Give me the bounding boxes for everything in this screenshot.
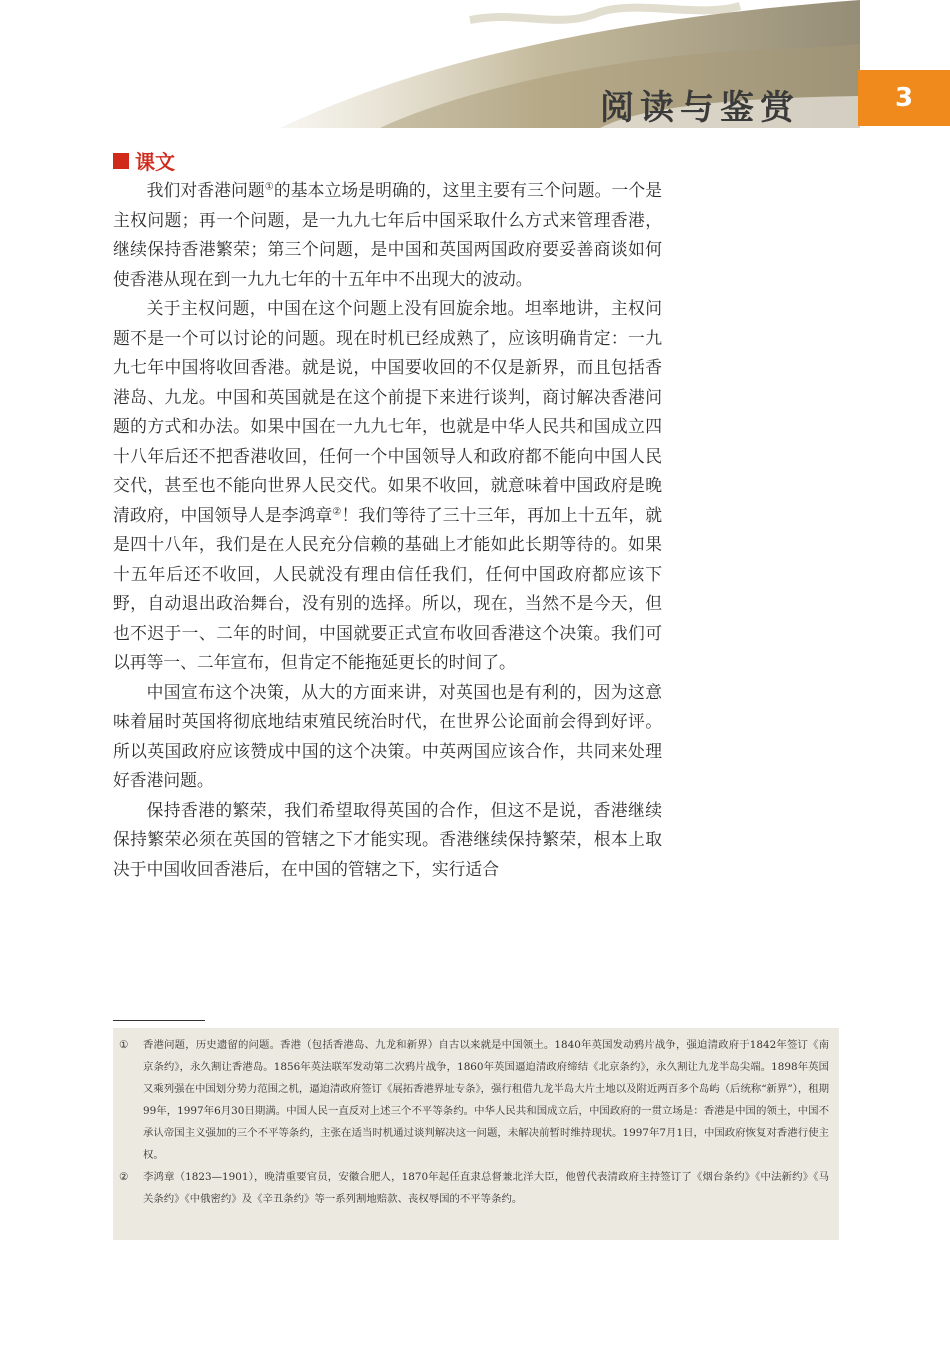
article-body xyxy=(113,176,662,884)
paragraph-text: 保持香港的繁荣，我们希望取得英国的合作，但这不是说，香港继续保持繁荣必须在英国的管辖之下才能实现。香港继续保持繁荣，根本上取决于中国收回香港后，在中国的管辖之下，实行适合 xyxy=(113,799,662,879)
footnote-ref[interactable]: ② xyxy=(332,505,342,517)
footnotes-box xyxy=(113,1028,839,1240)
paragraph-text: 关于主权问题，中国在这个问题上没有回旋余地。坦率地讲，主权问题不是一个可以讨论的问题。现在时机已经成熟了，应该明确肯定：一九九七年中国将收回香港。就是说，中国要收回的不仅是新界，而且包括香港岛、九龙。中国和英国就是在这个前提下来进行谈判，商讨解决香港问题的方式和办法。如果中国在一九九七年，也就是中华人民共和国成立四十八年后还不把香港收回，任何一个中国领导人和政府都不能向中国人民交代，甚至也不能向世界人民交代。如果不收回，就意味着中国政府是晚清政府，中国领导人是李鸿章 xyxy=(113,298,662,525)
footnote-marker: ① xyxy=(119,1039,129,1051)
footnote-ref[interactable]: ① xyxy=(264,181,274,193)
footnote-marker: ② xyxy=(119,1171,129,1183)
footnote-text: 香港问题，历史遗留的问题。香港（包括香港岛、九龙和新界）自古以来就是中国领土。1840年英国发动鸦片战争，强迫清政府于1842年签订《南京条约》，永久割让香港岛。1856年英法联军发动第二次鸦片战争，1860年英国逼迫清政府缔结《北京条约》，永久割让九龙半岛尖端。1898年英国又乘列强在中国划分势力范围之机，逼迫清政府签订《展拓香港界址专条》，强行租借九龙半岛大片土地以及附近两百多个岛屿（后统称“新界”），租期99年，1997年6月30日期满。中国人民一直反对上述三个不平等条约。中华人民共和国成立后，中国政府的一贯立场是：香港是中国的领土，中国不承认帝国主义强加的三个不平等条约，主张在适当时机通过谈判解决这一问题，未解决前暂时维持现状。1997年7月1日，中国政府恢复对香港行使主权。 xyxy=(143,1039,829,1161)
paragraph xyxy=(113,796,662,885)
paragraph-text: 的基本立场是明确的，这里主要有三个问题。一个是主权问题；再一个问题，是一九九七年后中国采取什么方式来管理香港，继续保持香港繁荣；第三个问题，是中国和英国两国政府要妥善商谈如何使香港从现在到一九九七年的十五年中不出现大的波动。 xyxy=(113,180,662,289)
section-label-text: 课文 xyxy=(135,150,175,174)
footnote-text: 李鸿章（1823—1901），晚清重要官员，安徽合肥人，1870年起任直隶总督兼北洋大臣，他曾代表清政府主持签订了《烟台条约》《中法新约》《马关条约》《中俄密约》及《辛丑条约》等一系列割地赔款、丧权辱国的不平等条约。 xyxy=(143,1171,829,1205)
paragraph xyxy=(113,176,662,294)
red-square-icon xyxy=(113,153,129,169)
paragraph-text: ！我们等待了三十三年，再加上十五年，就是四十八年，我们是在人民充分信赖的基础上才能如此长期等待的。如果十五年后还不收回，人民就没有理由信任我们，任何中国政府都应该下野，自动退出政治舞台，没有别的选择。所以，现在，当然不是今天，但也不迟于一、二年的时间，中国就要正式宣布收回香港这个决策。我们可以再等一、二年宣布，但肯定不能拖延更长的时间了。 xyxy=(113,504,662,672)
paragraph-text: 我们对香港问题 xyxy=(146,180,265,200)
section-title: 阅读与鉴赏 xyxy=(600,88,800,128)
paragraph xyxy=(113,294,662,678)
footnote xyxy=(119,1034,829,1166)
paragraph-text: 中国宣布这个决策，从大的方面来讲，对英国也是有利的，因为这意味着届时英国将彻底地结束殖民统治时代，在世界公论面前会得到好评。所以英国政府应该赞成中国的这个决策。中英两国应该合作，共同来处理好香港问题。 xyxy=(113,681,662,790)
footnote-divider xyxy=(113,1020,205,1021)
footnote xyxy=(119,1166,829,1210)
page-number: 3 xyxy=(858,70,950,126)
section-label xyxy=(113,146,175,175)
paragraph xyxy=(113,678,662,796)
